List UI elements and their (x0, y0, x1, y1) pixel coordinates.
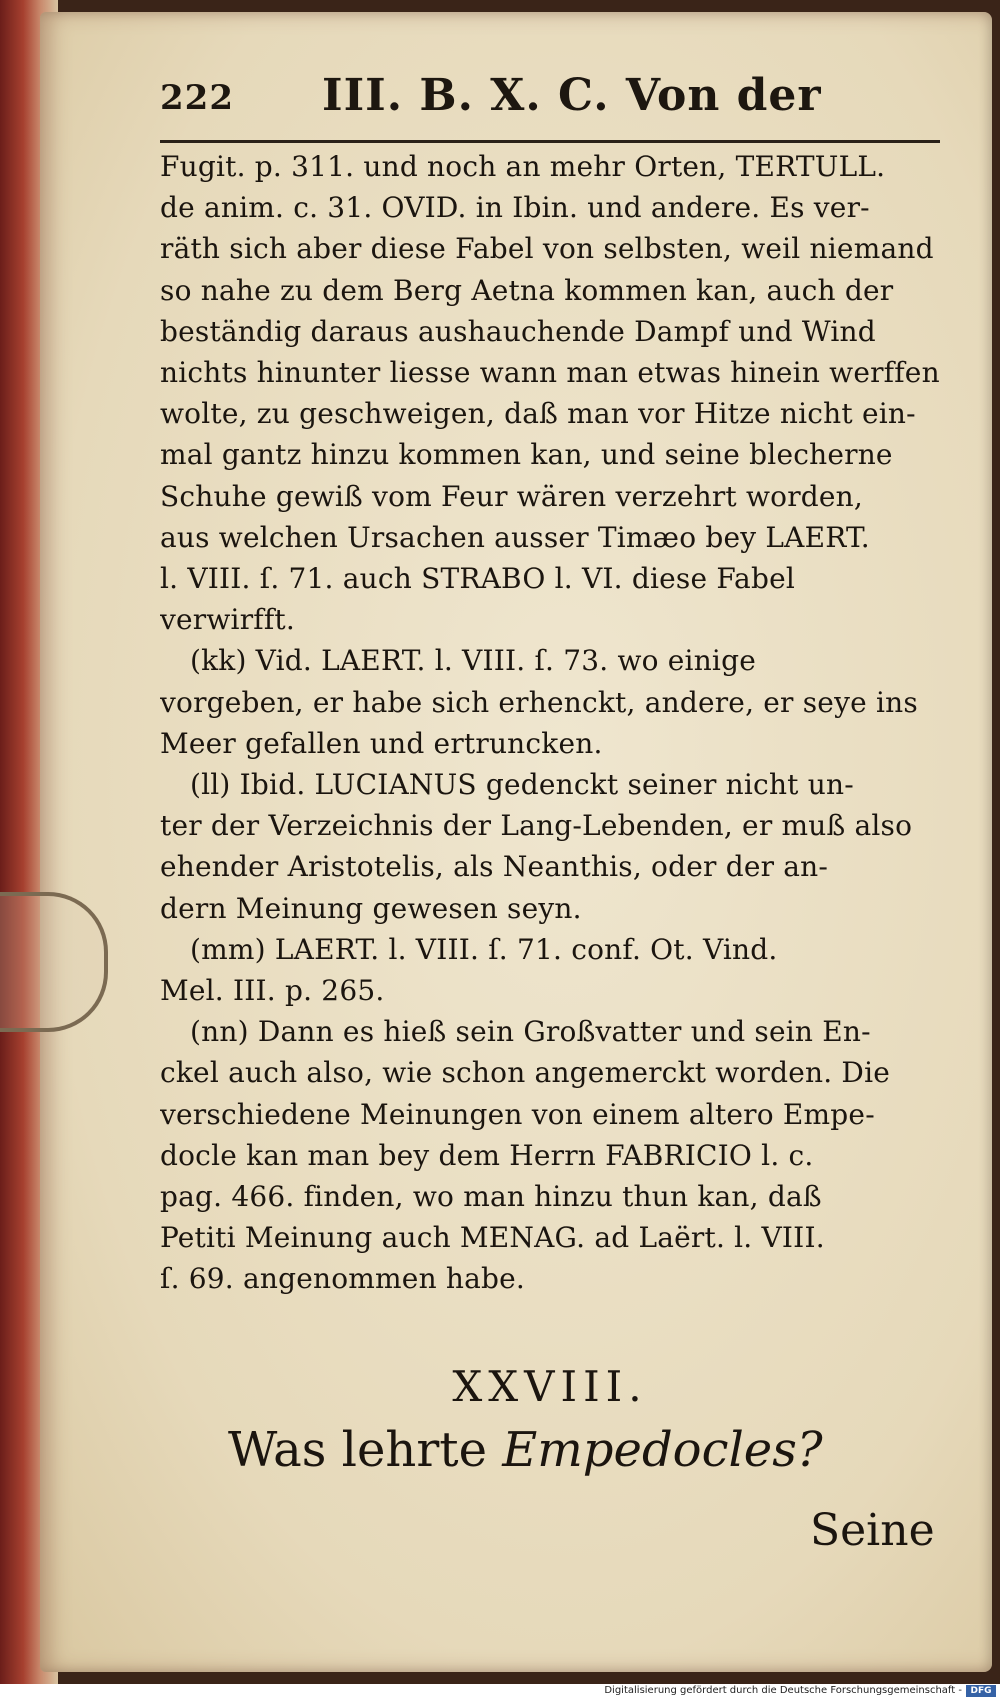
text-line: Meer gefallen und ertruncken. (160, 726, 603, 760)
text-line: de anim. c. 31. OVID. in Ibin. und andere. Es ver- (160, 191, 870, 225)
text-line: verschiedene Meinungen von einem altero Empe- (160, 1097, 875, 1131)
text-line: Mel. III. p. 265. (160, 974, 385, 1008)
text-line: pag. 466. finden, wo man hinzu thun kan, daß (160, 1180, 822, 1214)
text-line: wolte, zu geschweigen, daß man vor Hitze nicht ein- (160, 397, 916, 431)
catchword: Seine (810, 1505, 935, 1556)
page-number: 222 (160, 78, 234, 118)
book-clasp (0, 892, 108, 1032)
text-line: Petiti Meinung auch MENAG. ad Laërt. l. VIII. (160, 1221, 825, 1255)
text-line: mal gantz hinzu kommen kan, und seine blecherne (160, 438, 893, 472)
text-line: dern Meinung gewesen seyn. (160, 891, 582, 925)
question-prefix: Was lehrte (228, 1422, 487, 1478)
text-line: aus welchen Ursachen ausser Timæo bey LAERT. (160, 520, 870, 554)
footnote-kk: (kk) Vid. LAERT. l. VIII. ſ. 73. wo einige (190, 644, 756, 678)
page-header (160, 70, 940, 148)
text-line: docle kan man bey dem Herrn FABRICIO l. c. (160, 1138, 814, 1172)
text-line: l. VIII. ſ. 71. auch STRABO l. VI. diese Fabel (160, 562, 796, 596)
question-name: Empedocles? (502, 1422, 823, 1478)
text-line: räth sich aber diese Fabel von selbsten, weil niemand (160, 232, 934, 266)
text-line: nichts hinunter liesse wann man etwas hinein werffen (160, 356, 940, 390)
text-line: vorgeben, er habe sich erhenckt, andere, er seye ins (160, 685, 918, 719)
text-line: verwirfft. (160, 603, 295, 637)
text-line: so nahe zu dem Berg Aetna kommen kan, auch der (160, 273, 894, 307)
header-rule (160, 140, 940, 143)
section-question (228, 1422, 948, 1478)
footnote-text (160, 146, 950, 1300)
section-number: XXVIII. (452, 1362, 648, 1411)
text-line: Fugit. p. 311. und noch an mehr Orten, TERTULL. (160, 150, 886, 183)
running-head: III. B. X. C. Von der (322, 70, 822, 121)
footnote-mm: (mm) LAERT. l. VIII. ſ. 71. conf. Ot. Vind. (190, 932, 778, 966)
text-line: ehender Aristotelis, als Neanthis, oder der an- (160, 850, 829, 884)
dfg-logo: DFG (966, 1685, 996, 1697)
text-line: ter der Verzeichnis der Lang-Lebenden, er muß also (160, 809, 913, 843)
digitization-credit: Digitalisierung gefördert durch die Deutsche Forschungsgemeinschaft - (604, 1685, 962, 1696)
text-line: Schuhe gewiß vom Feur wären verzehrt worden, (160, 479, 864, 513)
text-line: beständig daraus aushauchende Dampf und Wind (160, 314, 876, 348)
footnote-ll: (ll) Ibid. LUCIANUS gedenckt seiner nicht un- (190, 768, 854, 802)
footnote-nn: (nn) Dann es hieß sein Großvatter und sein En- (190, 1015, 871, 1049)
text-line: ſ. 69. angenommen habe. (160, 1262, 526, 1296)
text-line: ckel auch also, wie schon angemerckt worden. Die (160, 1056, 890, 1090)
